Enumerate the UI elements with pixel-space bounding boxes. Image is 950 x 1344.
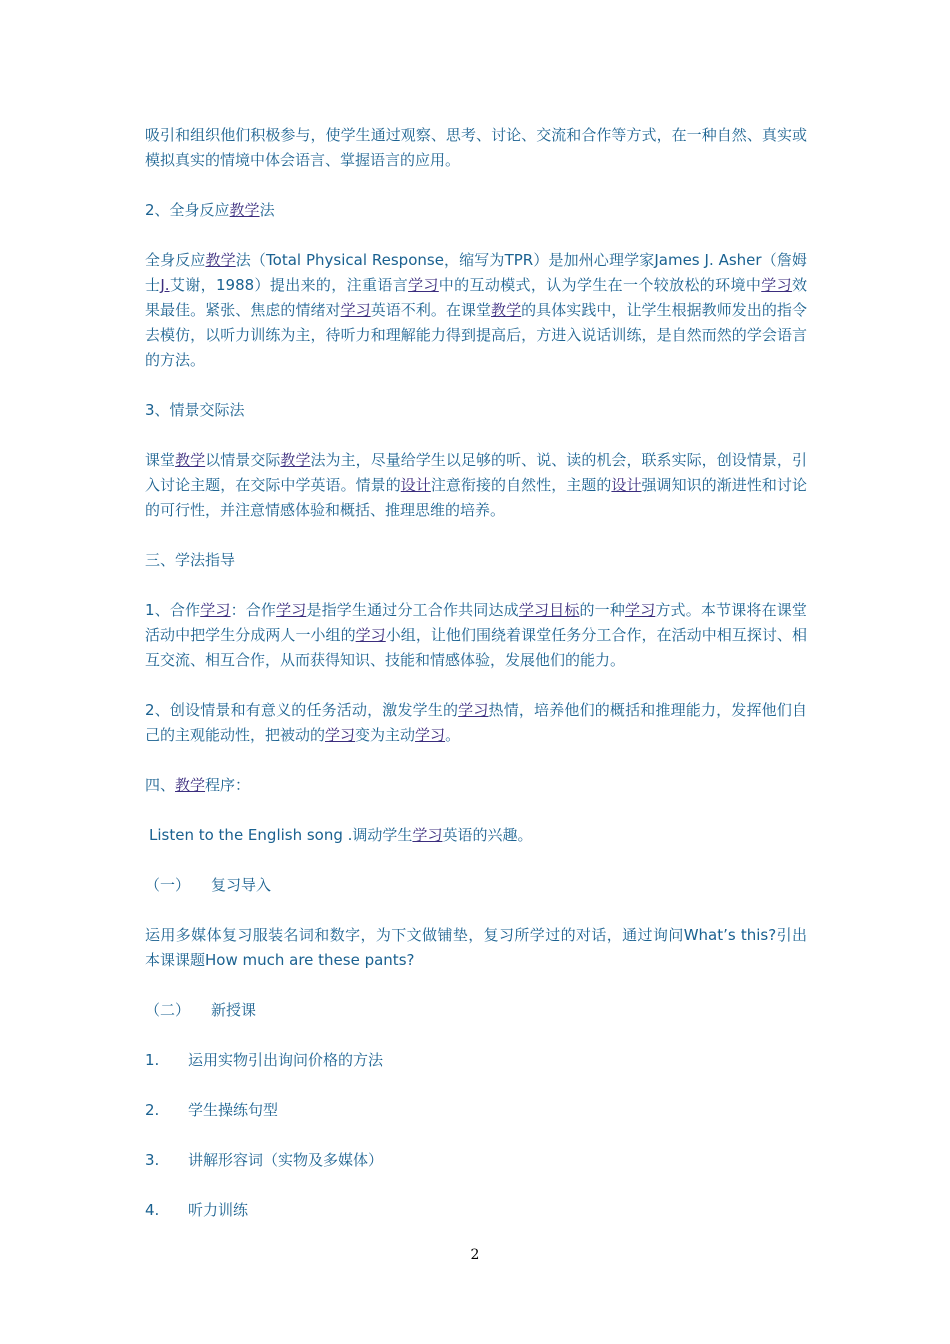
paragraph-listen-song xyxy=(145,823,807,848)
list-item xyxy=(145,1098,807,1123)
text-run: 法（Total Physical Response，缩写为TPR）是加州心理学家James J. Asher（詹姆士 xyxy=(145,251,807,294)
list-number: 2. xyxy=(145,1101,160,1119)
list-item xyxy=(145,1048,807,1073)
text-run: 三、学法指导 xyxy=(145,551,236,569)
list-text: 运用实物引出询问价格的方法 xyxy=(188,1051,384,1069)
text-run: 效果最佳。紧张、焦虑的情绪对 xyxy=(145,276,807,319)
term-link[interactable]: 教学 xyxy=(175,451,206,469)
text-run: 全身反应 xyxy=(145,251,206,269)
paragraph-review: 运用多媒体复习服装名词和数字，为下文做铺垫，复习所学过的对话，通过询问What’s this?引出本课课题How much are these pants? xyxy=(145,926,807,969)
list-text: 听力训练 xyxy=(188,1201,249,1219)
term-link[interactable]: J. xyxy=(160,276,170,294)
list-text: 讲解形容词（实物及多媒体） xyxy=(188,1151,384,1169)
term-link[interactable]: 学习 xyxy=(340,301,371,319)
text-run: 热情，培养他们的概括和推理能力，发挥他们自己的主观能动性，把被动的 xyxy=(145,701,807,744)
text-run: 强调知识的渐进性和讨论的可行性，并注意情感体验和概括、推理思维的培养。 xyxy=(145,476,807,519)
text-run: 程序： xyxy=(205,776,251,794)
list-item xyxy=(145,1198,807,1223)
text-run: 课堂 xyxy=(145,451,176,469)
term-link[interactable]: 学习 xyxy=(325,726,356,744)
section-review xyxy=(145,873,807,898)
text-run: 四、 xyxy=(145,776,176,794)
list-item xyxy=(145,1148,807,1173)
paragraph-tpr xyxy=(145,248,807,373)
section-new-lesson xyxy=(145,998,807,1023)
term-link[interactable]: 学习 xyxy=(625,601,656,619)
term-link[interactable]: 教学 xyxy=(491,301,522,319)
term-link[interactable]: 学习 xyxy=(761,276,792,294)
text-run: 的一种 xyxy=(579,601,626,619)
heading-situational xyxy=(145,398,807,423)
section-title: 新授课 xyxy=(211,1001,257,1019)
text-run: 注意衔接的自然性，主题的 xyxy=(430,476,612,494)
text-run: 的具体实践中，让学生根据教师发出的指令去模仿，以听力训练为主，待听力和理解能力得到提高后，方进入说话训练，是自然而然的学会语言的方法。 xyxy=(145,301,807,369)
paragraph-situational xyxy=(145,448,807,523)
text-run: 吸引和组织他们积极参与，使学生通过观察、思考、讨论、交流和合作等方式，在一种自然、真实或模拟真实的情境中体会语言、掌握语言的应用。 xyxy=(145,126,807,169)
section-number: （一） xyxy=(145,876,191,894)
text-run: 2、全身反应 xyxy=(145,201,230,219)
text-run: 方式。本节课将在课堂活动中把学生分成两人一小组的 xyxy=(145,601,807,644)
text-run: ：合作 xyxy=(230,601,277,619)
text-run: 艾谢，1988）提出来的，注重语言 xyxy=(169,276,409,294)
term-link[interactable]: 学习 xyxy=(276,601,307,619)
text-run: 中的互动模式，认为学生在一个较放松的环境中 xyxy=(438,276,762,294)
list-number: 4. xyxy=(145,1201,160,1219)
text-run: 3、情景交际法 xyxy=(145,401,245,419)
list-number: 1. xyxy=(145,1051,160,1069)
paragraph-intro xyxy=(145,123,807,173)
term-link[interactable]: 设计 xyxy=(400,476,431,494)
term-link[interactable]: 教学 xyxy=(205,251,236,269)
text-run: 法 xyxy=(259,201,275,219)
term-link[interactable]: 教学 xyxy=(175,776,206,794)
term-link[interactable]: 教学 xyxy=(229,201,260,219)
term-link[interactable]: 学习 xyxy=(355,626,386,644)
document-body xyxy=(145,123,807,1248)
text-run: Listen to the English song .调动学生 xyxy=(149,826,413,844)
text-run: 变为主动 xyxy=(355,726,416,744)
heading-teaching-procedure xyxy=(145,773,807,798)
text-run: 法为主，尽量给学生以足够的听、说、读的机会，联系实际，创设情景，引入讨论主题，在交际中学英语。情景的 xyxy=(145,451,807,494)
heading-study-guide xyxy=(145,548,807,573)
list-number: 3. xyxy=(145,1151,160,1169)
text-run: 2、创设情景和有意义的任务活动，激发学生的 xyxy=(145,701,459,719)
term-link[interactable]: 学习 xyxy=(200,601,231,619)
term-link[interactable]: 学习 xyxy=(458,701,489,719)
term-link[interactable]: 学习 xyxy=(408,276,439,294)
page-number: 2 xyxy=(470,1247,480,1263)
text-run: 是指学生通过分工合作共同达成 xyxy=(306,601,519,619)
heading-tpr xyxy=(145,198,807,223)
text-run: 以情景交际 xyxy=(205,451,281,469)
text-run: 1、合作 xyxy=(145,601,201,619)
term-link[interactable]: 学习 xyxy=(412,826,443,844)
paragraph-cooperative xyxy=(145,598,807,673)
text-run: 英语的兴趣。 xyxy=(442,826,533,844)
term-link[interactable]: 教学 xyxy=(280,451,311,469)
text-run: 小组，让他们围绕着课堂任务分工合作，在活动中相互探讨、相互交流、相互合作，从而获得知识、技能和情感体验，发展他们的能力。 xyxy=(145,626,807,669)
section-number: （二） xyxy=(145,1001,191,1019)
term-link[interactable]: 设计 xyxy=(611,476,642,494)
list-text: 学生操练句型 xyxy=(188,1101,279,1119)
text-run: 英语不利。在课堂 xyxy=(370,301,492,319)
text-run: 。 xyxy=(445,726,461,744)
term-link[interactable]: 学习 xyxy=(415,726,446,744)
term-link[interactable]: 学习目标 xyxy=(518,601,580,619)
section-title: 复习导入 xyxy=(211,876,272,894)
paragraph-task-activity xyxy=(145,698,807,748)
